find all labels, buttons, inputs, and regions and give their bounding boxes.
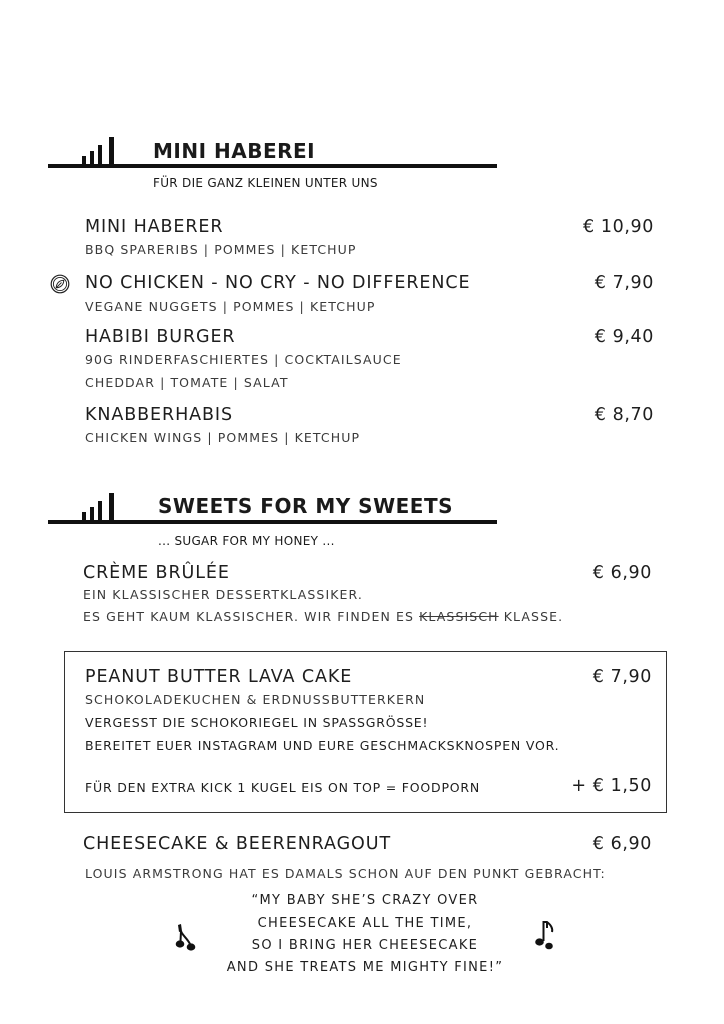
menu-item-desc: SCHOKOLADEKUCHEN & ERDNUSSBUTTERKERN — [85, 692, 426, 707]
menu-item-name: KNABBERHABIS — [85, 405, 233, 425]
menu-item-name: MINI HABERER — [85, 217, 224, 237]
section-title: SWEETS FOR MY SWEETS — [158, 494, 454, 518]
menu-item-price: € 6,90 — [592, 834, 652, 854]
signal-bars-icon — [48, 492, 122, 526]
quote-line: AND SHE TREATS ME MIGHTY FINE!” — [226, 960, 504, 975]
menu-item-price: € 8,70 — [594, 405, 654, 425]
menu-item-desc: BBQ SPARERIBS | POMMES | KETCHUP — [85, 242, 357, 257]
section-subtitle: ... SUGAR FOR MY HONEY ... — [158, 534, 335, 548]
quote-line: CHEESECAKE ALL THE TIME, — [257, 916, 473, 931]
menu-item-desc: CHICKEN WINGS | POMMES | KETCHUP — [85, 430, 361, 445]
menu-item-name: CRÈME BRÛLÉE — [83, 563, 230, 583]
menu-item-price: € 7,90 — [594, 273, 654, 293]
menu-item-desc: CHEDDAR | TOMATE | SALAT — [85, 375, 289, 390]
extra-option: FÜR DEN EXTRA KICK 1 KUGEL EIS ON TOP = FOODPORN — [85, 780, 481, 795]
desc-text: KLASSE. — [498, 609, 564, 624]
vegan-leaf-icon — [50, 274, 70, 294]
section-rule — [120, 520, 497, 524]
menu-item-name: PEANUT BUTTER LAVA CAKE — [85, 667, 353, 687]
menu-item-desc: VERGESST DIE SCHOKORIEGEL IN SPASSGRÖSSE! — [85, 715, 429, 730]
menu-item-name: NO CHICKEN - NO CRY - NO DIFFERENCE — [85, 273, 471, 293]
desc-text: ES GEHT KAUM KLASSISCHER. WIR FINDEN ES — [83, 609, 420, 624]
signal-bars-icon — [48, 136, 122, 170]
menu-item-desc: 90G RINDERFASCHIERTES | COCKTAILSAUCE — [85, 352, 402, 367]
menu-item-name: CHEESECAKE & BEERENRAGOUT — [83, 834, 392, 854]
menu-item-price: € 10,90 — [583, 217, 654, 237]
section-title: MINI HABEREI — [153, 139, 316, 163]
quote-line: SO I BRING HER CHEESECAKE — [251, 938, 479, 953]
section-rule — [120, 164, 497, 168]
extra-option-price: + € 1,50 — [571, 776, 652, 796]
section-subtitle: FÜR DIE GANZ KLEINEN UNTER UNS — [153, 176, 378, 190]
music-note-icon — [172, 920, 198, 954]
menu-item-price: € 6,90 — [592, 563, 652, 583]
menu-item-name: HABIBI BURGER — [85, 327, 236, 347]
menu-item-desc: EIN KLASSISCHER DESSERTKLASSIKER. — [83, 587, 363, 602]
quote-line: “MY BABY SHE’S CRAZY OVER — [251, 893, 479, 908]
menu-item-desc: LOUIS ARMSTRONG HAT ES DAMALS SCHON AUF DEN PUNKT GEBRACHT: — [85, 866, 606, 881]
strikethrough-text: KLASSISCH — [419, 609, 499, 624]
menu-item-desc: VEGANE NUGGETS | POMMES | KETCHUP — [85, 299, 376, 314]
menu-item-price: € 7,90 — [592, 667, 652, 687]
music-note-icon — [533, 918, 559, 952]
menu-item-desc: BEREITET EUER INSTAGRAM UND EURE GESCHMACKSKNOSPEN VOR. — [85, 738, 560, 753]
menu-item-desc — [83, 609, 563, 624]
menu-item-price: € 9,40 — [594, 327, 654, 347]
